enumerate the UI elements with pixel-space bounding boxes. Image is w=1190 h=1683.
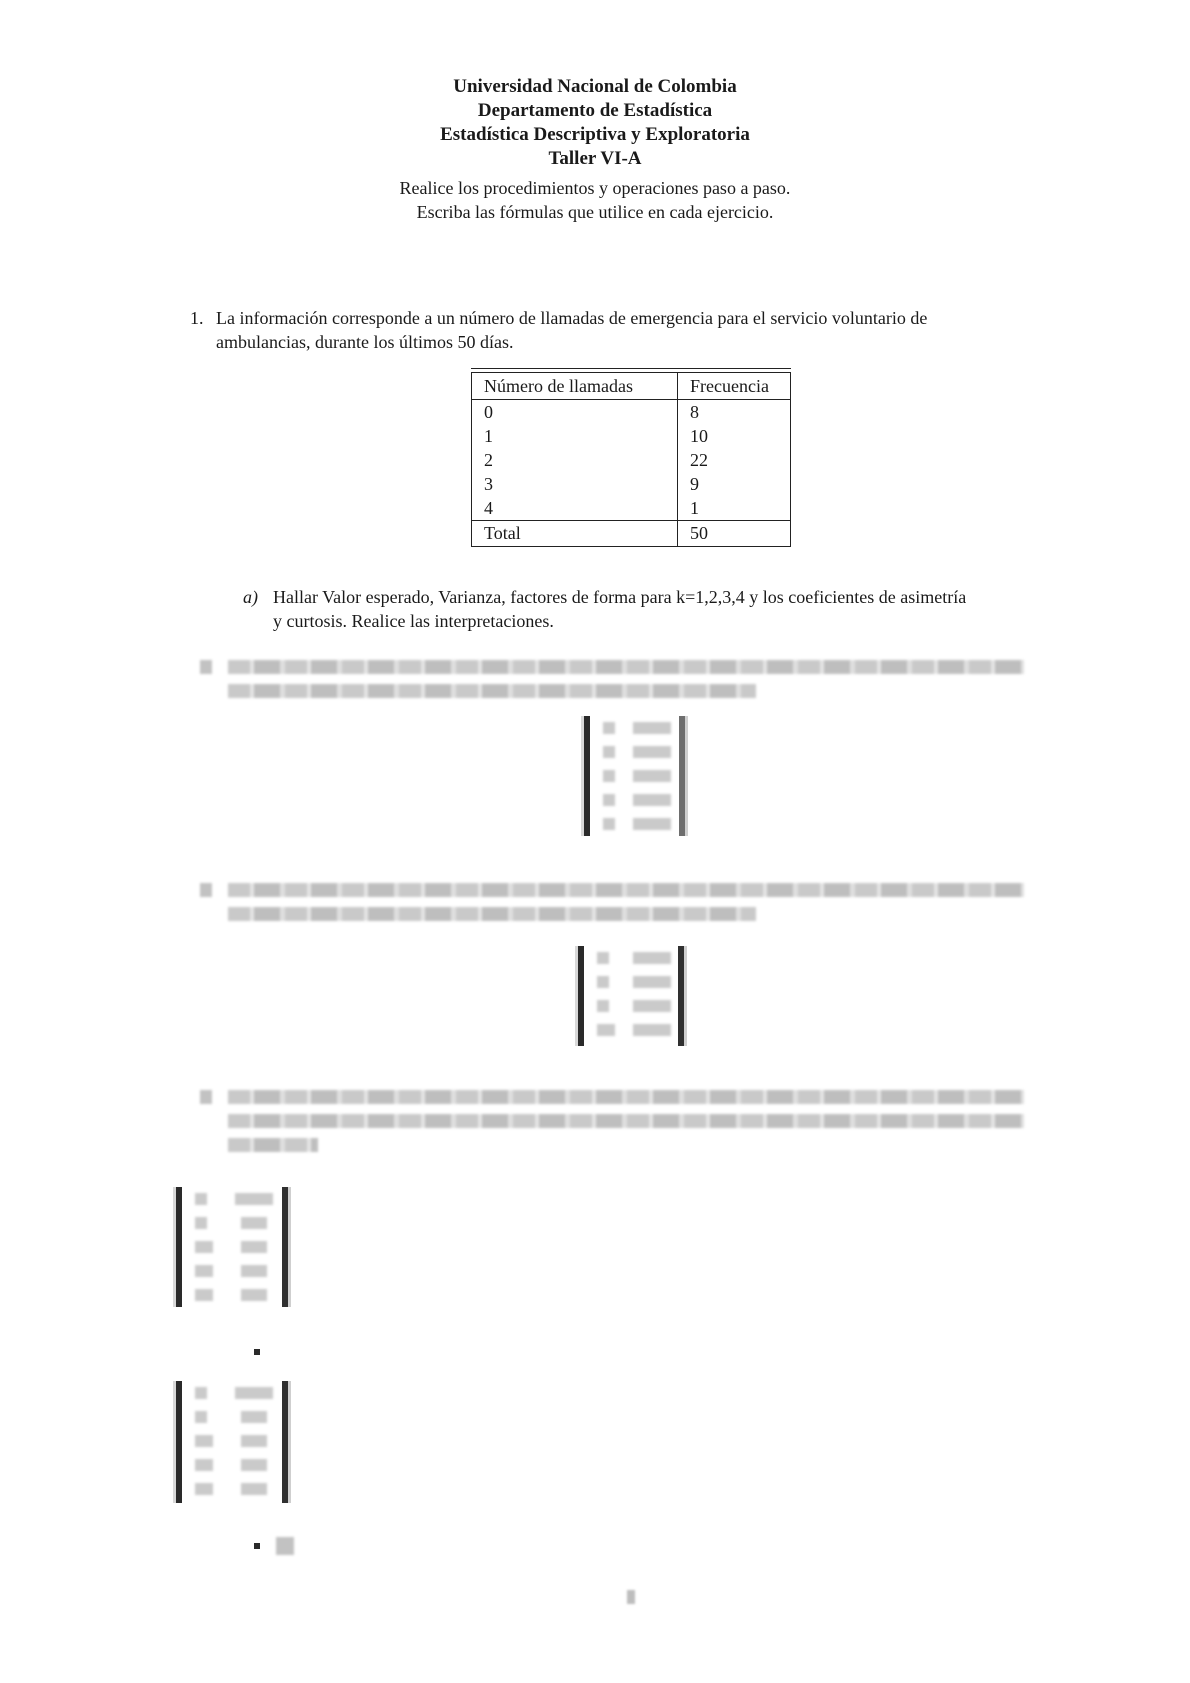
question-1-text	[216, 306, 1024, 354]
instructions	[0, 176, 1190, 224]
table-row	[472, 472, 791, 496]
table-row	[472, 424, 791, 448]
table-row	[472, 496, 791, 521]
blurred-matrix	[581, 716, 688, 836]
instruction-line: Realice los procedimientos y operaciones paso a paso.	[399, 178, 791, 198]
matrix-right-bracket	[679, 716, 688, 836]
matrix-left-bracket	[173, 1381, 182, 1503]
question-text-line: La información corresponde a un número de llamadas de emergencia para el servicio voluntario de	[216, 308, 928, 328]
question-number: 1.	[190, 308, 204, 328]
part-text-line: Hallar Valor esperado, Varianza, factores de forma para k=1,2,3,4 y los coeficientes de asimetría	[273, 587, 967, 607]
bullet-marker	[254, 1349, 260, 1355]
table-row	[472, 448, 791, 472]
part-text-line: y curtosis. Realice las interpretaciones.	[273, 611, 554, 631]
column-header: Número de llamadas	[472, 373, 678, 400]
table-cell: 3	[472, 472, 678, 496]
table-header-row	[472, 373, 791, 400]
instruction-line: Escriba las fórmulas que utilice en cada ejercicio.	[416, 202, 774, 222]
blurred-question-number	[200, 1090, 212, 1104]
university-name: Universidad Nacional de Colombia	[453, 76, 737, 97]
part-a-text	[273, 585, 1025, 633]
table-cell: Total	[472, 521, 678, 547]
blurred-text-line	[228, 907, 756, 921]
blurred-question-number	[200, 660, 212, 674]
matrix-left-bracket	[575, 946, 584, 1046]
bullet-marker	[254, 1543, 260, 1549]
blurred-text-line	[228, 660, 1024, 674]
blurred-matrix	[575, 946, 687, 1046]
course-name: Estadística Descriptiva y Exploratoria	[440, 124, 750, 145]
workshop-title: Taller VI-A	[548, 148, 642, 169]
table-total-row	[472, 521, 791, 547]
blurred-text-line	[228, 684, 756, 698]
table-cell: 1	[472, 424, 678, 448]
column-header: Frecuencia	[678, 373, 791, 400]
blurred-item-label	[276, 1537, 294, 1555]
table-cell: 2	[472, 448, 678, 472]
blurred-text-line	[228, 883, 1024, 897]
blurred-matrix	[173, 1187, 291, 1307]
matrix-right-bracket	[678, 946, 687, 1046]
table-cell: 22	[678, 448, 791, 472]
table-cell: 8	[678, 400, 791, 425]
matrix-left-bracket	[173, 1187, 182, 1307]
blurred-matrix	[173, 1381, 291, 1503]
document-header	[0, 75, 1190, 171]
table-top-rule	[471, 368, 791, 369]
question-text-line: ambulancias, durante los últimos 50 días.	[216, 332, 514, 352]
table-cell: 4	[472, 496, 678, 521]
table-cell: 9	[678, 472, 791, 496]
matrix-right-bracket	[282, 1381, 291, 1503]
table-cell: 50	[678, 521, 791, 547]
blurred-text-line	[228, 1114, 1024, 1128]
frequency-table	[471, 372, 791, 547]
page-number-blurred	[627, 1590, 635, 1604]
department-name: Departamento de Estadística	[477, 100, 713, 121]
table-cell: 10	[678, 424, 791, 448]
table-cell: 1	[678, 496, 791, 521]
blurred-text-line	[228, 1090, 1024, 1104]
table-row	[472, 400, 791, 425]
part-a-label: a)	[243, 587, 258, 607]
blurred-text-line	[228, 1138, 318, 1152]
part-label	[243, 585, 258, 609]
matrix-left-bracket	[581, 716, 590, 836]
matrix-right-bracket	[282, 1187, 291, 1307]
table-cell: 0	[472, 400, 678, 425]
blurred-question-number	[200, 883, 212, 897]
